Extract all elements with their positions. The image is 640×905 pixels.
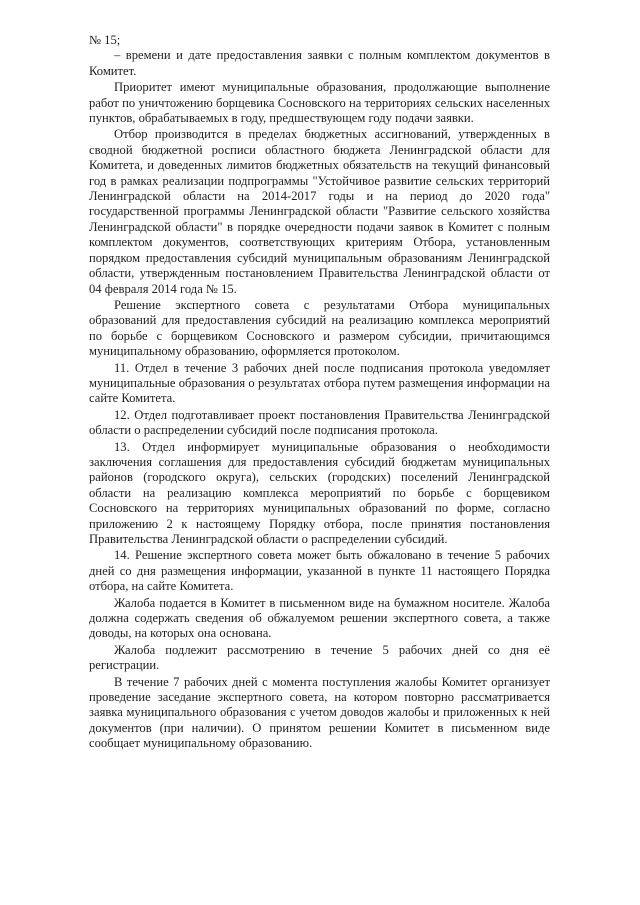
paragraph-item-13: 13. Отдел информирует муниципальные образования о необходимости заключения соглашения для предоставления субсидий бюджетам муниципальных районов (городского округа), сельских (городских) поселений Ленинградской области на реализацию комплекса мероприятий по борьбе с борщевиком Сосновского на территориях муниципальных образований по форме, согласно приложению 2 к настоящему Порядку отбора, после принятия постановления Правительства Ленинградской области о распределении субсидий. [89,439,550,546]
top-fragment: № 15; [89,33,121,47]
paragraph-expert-decision: Решение экспертного совета с результатами Отбора муниципальных образований для предоставления субсидий на реализацию комплекса мероприятий по борьбе с борщевиком Сосновского и размером субсидии, причитающимся муниципальному образованию, оформляется протоколом. [89,297,550,359]
paragraph-item-12: 12. Отдел подготавливает проект постановления Правительства Ленинградской области о распределении субсидий после подписания протокола. [89,407,550,438]
paragraph-selection: Отбор производится в пределах бюджетных ассигнований, утвержденных в сводной бюджетной росписи областного бюджета Ленинградской области для Комитета, и доведенных лимитов бюджетных обязательств на текущий финансовый год в рамках реализации подпрограммы "Устойчивое развитие сельских территорий Ленинградской области на 2014-2017 годы и на период до 2020 года" государственной программы Ленинградской области "Развитие сельского хозяйства Ленинградской области" в порядке очередности подачи заявок в Комитет с полным комплектом документов, соответствующих критериям Отбора, установленным порядком предоставления субсидий муниципальным образованиям Ленинградской области, утвержденным постановлением Правительства Ленинградской области от 04 февраля 2014 года № 15. [89,127,550,296]
paragraph-item-14: 14. Решение экспертного совета может быть обжаловано в течение 5 рабочих дней со дня размещения информации, указанной в пункте 11 настоящего Порядка отбора, на сайте Комитета. [89,548,550,594]
paragraph-dash-item: – времени и дате предоставления заявки с полным комплектом документов в Комитет. [89,48,550,78]
paragraph-complaint-filing: Жалоба подается в Комитет в письменном виде на бумажном носителе. Жалоба должна содержать сведения об обжалуемом решении экспертного совета, а также доводы, на которых она основана. [89,595,550,641]
document-body [89,33,550,753]
paragraph-complaint-meeting: В течение 7 рабочих дней с момента поступления жалобы Комитет организует проведение заседание экспертного совета, на котором повторно рассматривается заявка муниципального образования с учетом доводов жалобы и приложенных к ней документов (при наличии). О принятом решении Комитет в письменном виде сообщает муниципальному образованию. [89,674,550,751]
paragraph-item-11: 11. Отдел в течение 3 рабочих дней после подписания протокола уведомляет муниципальные образования о результатах отбора путем размещения информации на сайте Комитета. [89,360,550,406]
paragraph-priority: Приоритет имеют муниципальные образования, продолжающие выполнение работ по уничтожению борщевика Сосновского на территориях сельских населенных пунктов, обрабатываемых в году, предшествующем году подачи заявки. [89,80,550,126]
paragraph-complaint-review: Жалоба подлежит рассмотрению в течение 5 рабочих дней со дня её регистрации. [89,642,550,673]
